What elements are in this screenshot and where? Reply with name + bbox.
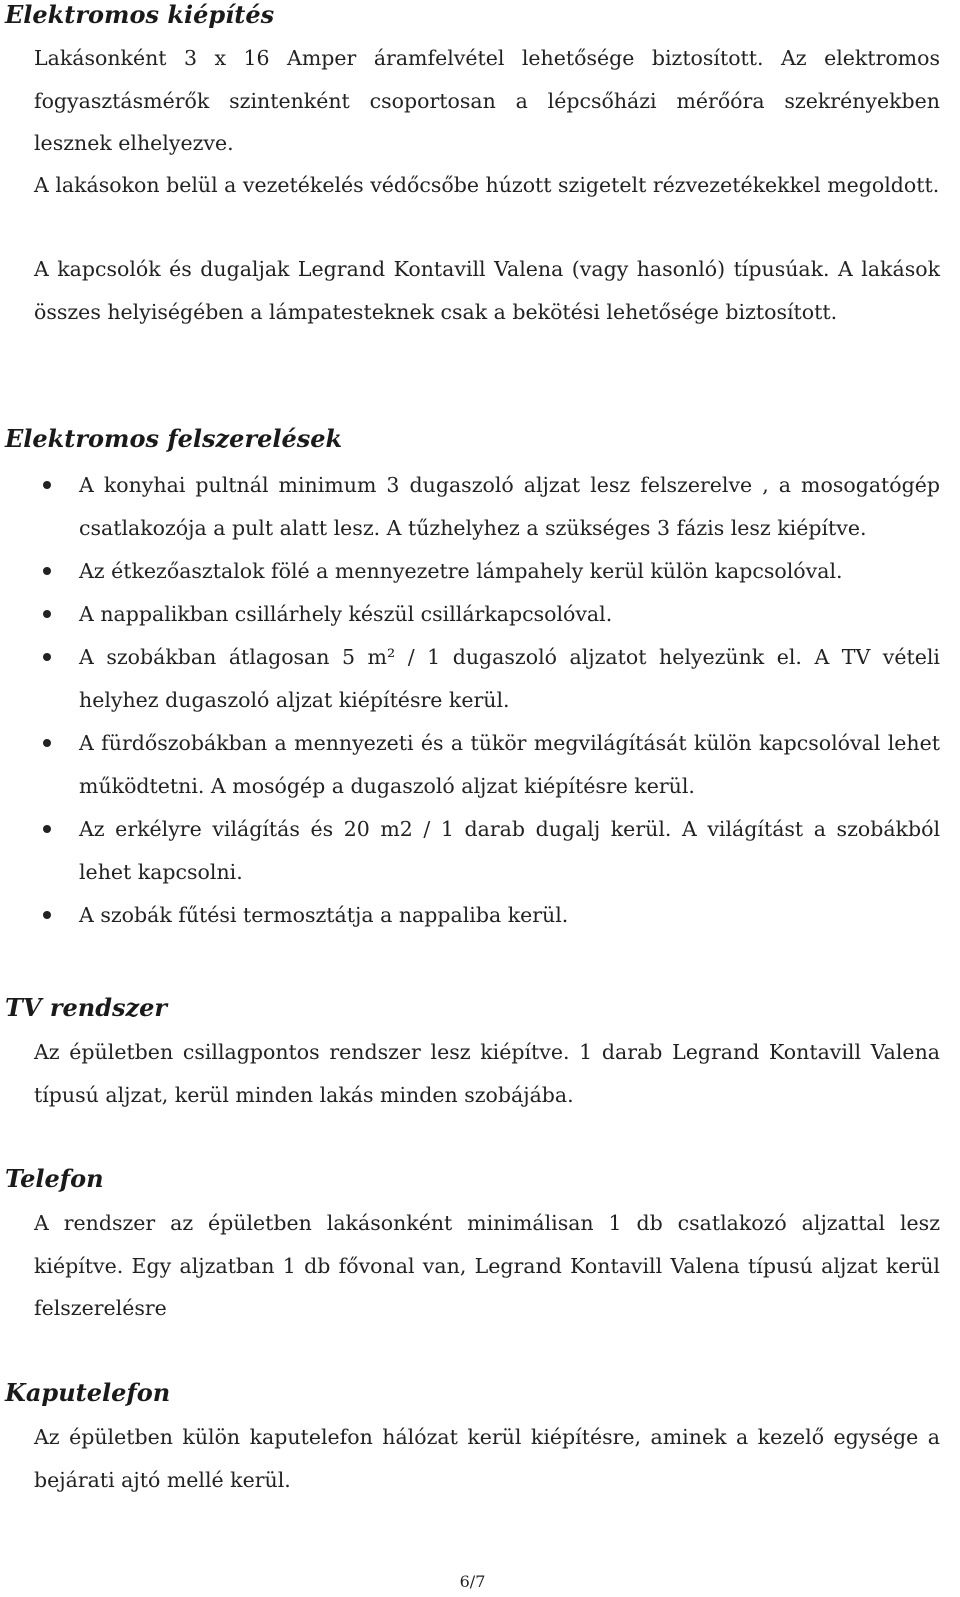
list-item [0, 722, 940, 808]
page-number: 6/7 [459, 1572, 486, 1591]
list-item [0, 464, 940, 550]
paragraph-telephone: A rendszer az épületben lakásonként minimálisan 1 db csatlakozó aljzattal lesz kiépítve. Egy aljzatban 1 db fővonal van, Legrand Kontavill Valena típusú aljzat kerül felszerelésre [34, 1211, 940, 1320]
section-heading-tv-rendszer: TV rendszer [5, 993, 168, 1022]
list-item-text: A szobák fűtési termosztátja a nappaliba kerül. [79, 903, 569, 927]
list-item [0, 593, 940, 636]
bullet-icon [43, 739, 51, 747]
list-item [0, 808, 940, 894]
list-item-text: Az erkélyre világítás és 20 m2 / 1 darab dugalj kerül. A világítást a szobákból lehet kapcsolni. [79, 817, 940, 884]
bullet-icon [43, 825, 51, 833]
list-item-text: Az étkezőasztalok fölé a mennyezetre lámpahely kerül külön kapcsolóval. [79, 559, 843, 583]
list-item [0, 636, 940, 722]
bullet-icon [43, 653, 51, 661]
paragraph-tv-system: Az épületben csillagpontos rendszer lesz kiépítve. 1 darab Legrand Kontavill Valena típusú aljzat, kerül minden lakás minden szobájába. [34, 1040, 940, 1107]
list-item [0, 550, 940, 593]
bullet-icon [43, 481, 51, 489]
bullet-icon [43, 911, 51, 919]
list-item-text: A konyhai pultnál minimum 3 dugaszoló aljzat lesz felszerelve , a mosogatógép csatlakozója a pult alatt lesz. A tűzhelyhez a szükséges 3 fázis lesz kiépítve. [79, 473, 940, 540]
paragraph-power-supply: Lakásonként 3 x 16 Amper áramfelvétel lehetősége biztosított. Az elektromos fogyasztásmérők szintenként csoportosan a lépcsőházi mérőóra szekrényekben lesznek elhelyezve. [34, 46, 940, 155]
section-heading-kaputelefon: Kaputelefon [5, 1378, 171, 1407]
bullet-icon [43, 610, 51, 618]
list-item-text: A fürdőszobákban a mennyezeti és a tükör megvilágítását külön kapcsolóval lehet működtetni. A mosógép a dugaszoló aljzat kiépítésre kerül. [79, 731, 940, 798]
bullet-icon [43, 567, 51, 575]
paragraph-intercom: Az épületben külön kaputelefon hálózat kerül kiépítésre, aminek a kezelő egysége a bejárati ajtó mellé kerül. [34, 1425, 940, 1492]
paragraph-wiring: A lakásokon belül a vezetékelés védőcsőbe húzott szigetelt rézvezetékekkel megoldott. [34, 173, 940, 197]
equipment-bullet-list [0, 464, 940, 937]
list-item-text: A szobákban átlagosan 5 m² / 1 dugaszoló aljzatot helyezünk el. A TV vételi helyhez dugaszoló aljzat kiépítésre kerül. [79, 645, 940, 712]
section-heading-elektromos-kiepites: Elektromos kiépítés [5, 0, 275, 29]
section-heading-elektromos-felszerelesek: Elektromos felszerelések [5, 424, 343, 453]
paragraph-switches-sockets: A kapcsolók és dugaljak Legrand Kontavill Valena (vagy hasonló) típusúak. A lakások összes helyiségében a lámpatesteknek csak a bekötési lehetősége biztosított. [34, 257, 940, 324]
list-item [0, 894, 940, 937]
list-item-text: A nappalikban csillárhely készül csillárkapcsolóval. [79, 602, 613, 626]
section-heading-telefon: Telefon [5, 1164, 104, 1193]
